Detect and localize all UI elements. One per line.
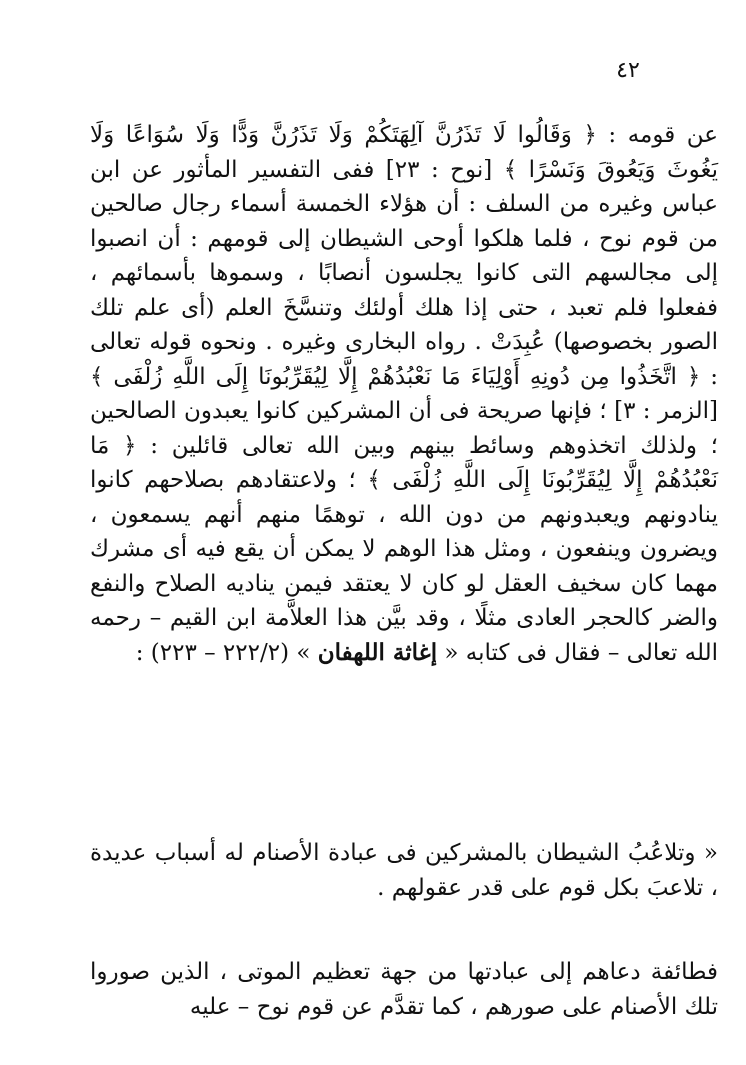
main-text-part-1: عن قومه : ﴿ وَقَالُوا لَا تَذَرُنَّ آلِهَتَكُمْ وَلَا تَذَرُنَّ وَدًّا وَلَا سُوَاعًا وَلَا يَغُوثَ وَيَعُوقَ وَنَسْرًا ﴾ [نوح : ٢٣] ففى التفسير المأثور عن ابن عباس وغيره من السلف : أن هؤلاء الخمسة أسماء رجال صالحين من قوم نوح ، فلما هلكوا أوحى الشيطان إلى قومهم : أن انصبوا إلى مجالسهم التى كانوا يجلسون أنصابًا ، وسموها بأسمائهم ، ففعلوا فلم تعبد ، حتى إذا هلك أولئك وتنسَّخَ العلم (أى علم تلك الصور بخصوصها) عُبِدَتْ . رواه البخارى وغيره . ونحوه قوله تعالى : ﴿ اتَّخَذُوا مِن دُونِهِ أَوْلِيَاءَ مَا نَعْبُدُهُمْ إِلَّا لِيُقَرِّبُونَا إِلَى اللَّهِ زُلْفَى ﴾ [الزمر : ٣] ؛ فإنها صريحة فى أن المشركين كانوا يعبدون الصالحين ؛ ولذلك اتخذوهم وسائط بينهم وبين الله تعالى قائلين : ﴿ مَا نَعْبُدُهُمْ إِلَّا لِيُقَرِّبُونَا إِلَى اللَّهِ زُلْفَى ﴾ ؛ ولاعتقادهم بصلاحهم كانوا ينادونهم ويعبدونهم من دون الله ، توهمًا منهم أنهم يسمعون ، ويضرون وينفعون ، ومثل هذا الوهم لا يمكن أن يقع فيه أى مشرك مهما كان سخيف العقل لو كان لا يعتقد فيمن يناديه الصلاح والنفع والضر كالحجر العادى مثلًا ، وقد بيَّن هذا العلاَّمة ابن القيم – رحمه الله تعالى – فقال فى كتابه « — [90, 122, 719, 666]
book-title: إغاثة اللهفان — [317, 638, 438, 666]
page-number: ٤٢ — [616, 58, 640, 83]
quote-text: « وتلاعُبُ الشيطان بالمشركين فى عبادة الأصنام له أسباب عديدة ، تلاعبَ بكل قوم على قدر عقولهم . — [90, 840, 718, 901]
after-paragraph — [90, 955, 718, 1024]
main-text-part-3: » (٢٢٢/٢ – ٢٢٣) : — [135, 639, 318, 666]
quote-paragraph — [90, 836, 718, 905]
after-text: فطائفة دعاهم إلى عبادتها من جهة تعظيم الموتى ، الذين صوروا تلك الأصنام على صورهم ، كما تقدَّم عن قوم نوح – عليه — [90, 959, 718, 1020]
main-paragraph — [90, 118, 718, 670]
